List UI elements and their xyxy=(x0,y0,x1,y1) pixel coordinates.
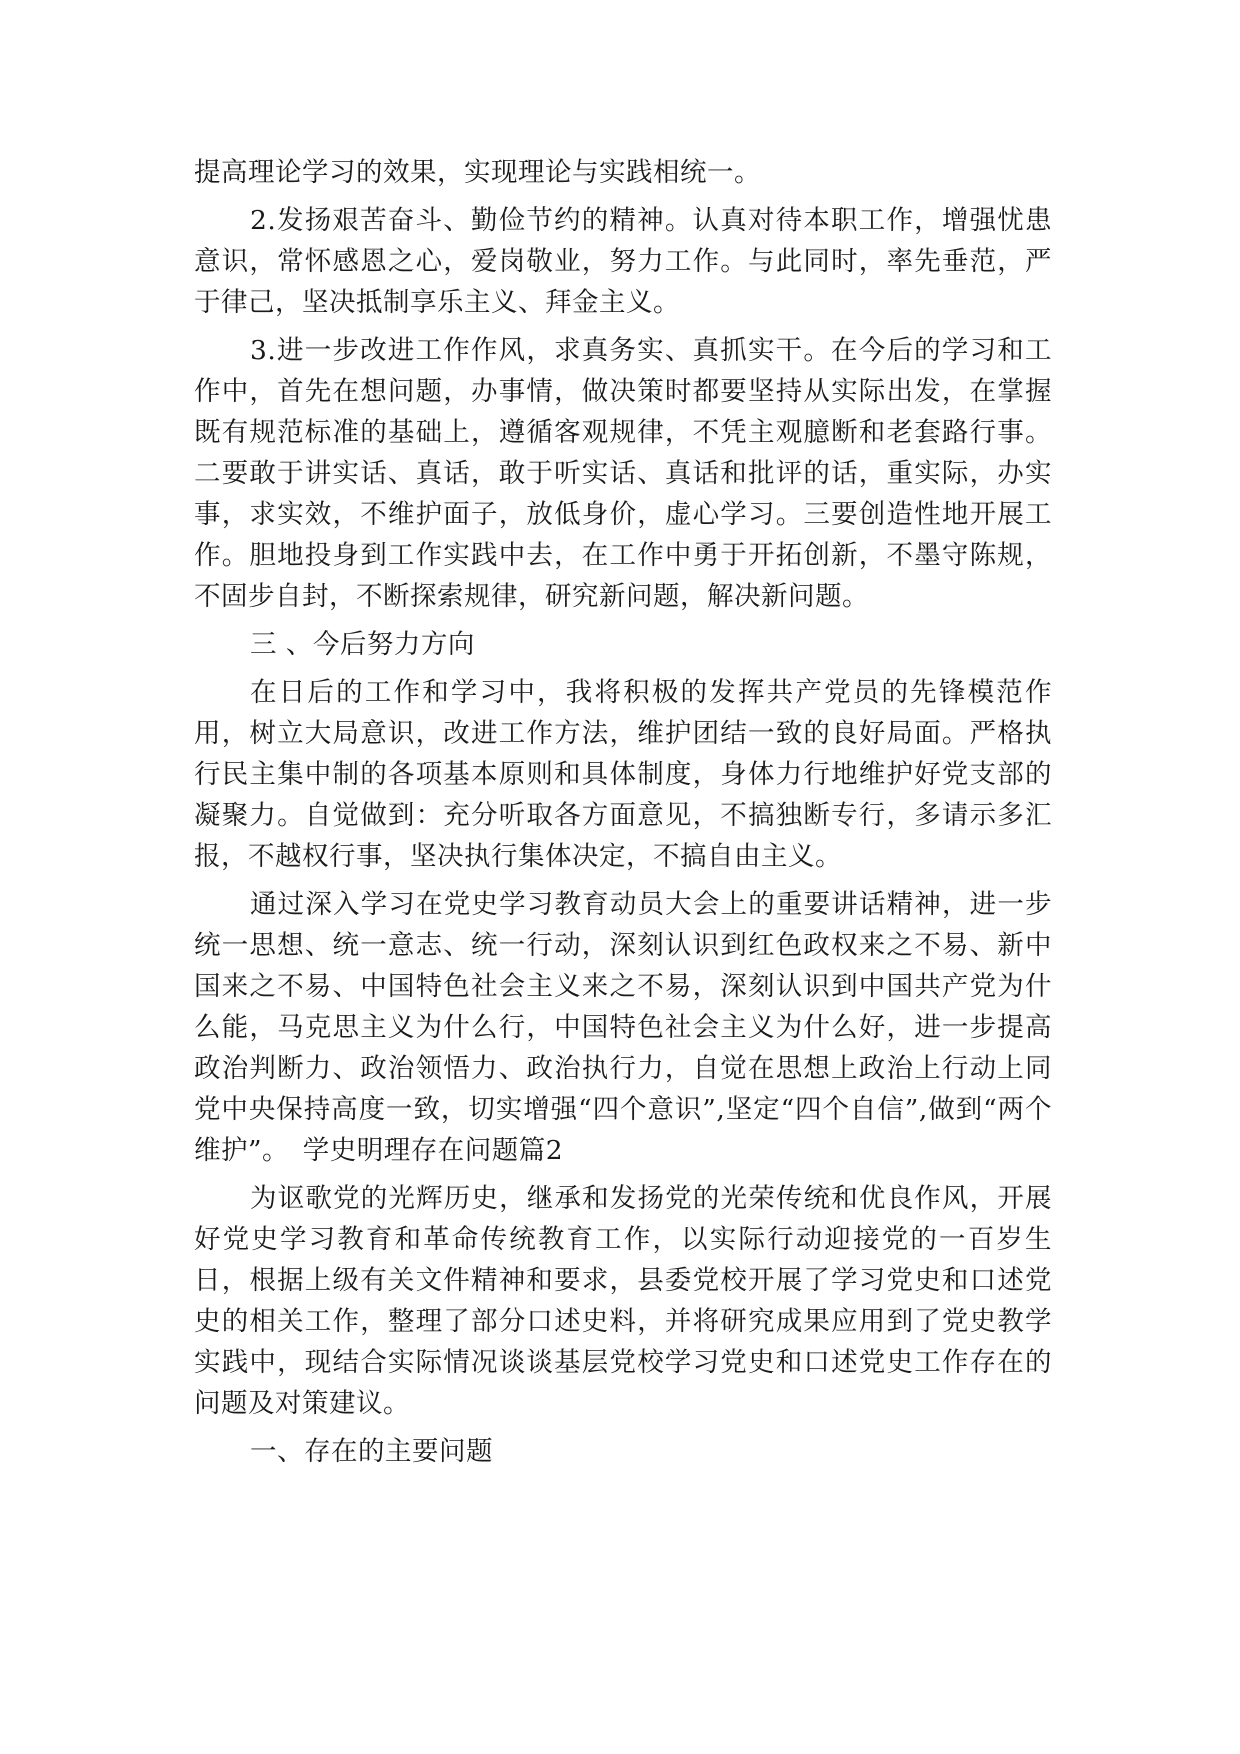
paragraph-article-2-intro: 为讴歌党的光辉历史，继承和发扬党的光荣传统和优良作风，开展好党史学习教育和革命传统教育工作，以实际行动迎接党的一百岁生日，根据上级有关文件精神和要求，县委党校开展了学习党史和口述党史的相关工作，整理了部分口述史料，并将研究成果应用到了党史教学实践中，现结合实际情况谈谈基层党校学习党史和口述党史工作存在的问题及对策建议。 xyxy=(194,1183,1052,1419)
section-heading-future-direction: 三 、今后努力方向 xyxy=(250,629,475,660)
paragraph-study-summary: 通过深入学习在党史学习教育动员大会上的重要讲话精神，进一步统一思想、统一意志、统一行动，深刻认识到红色政权来之不易、新中国来之不易、中国特色社会主义来之不易，深刻认识到中国共产党为什么能，马克思主义为什么行，中国特色社会主义为什么好，进一步提高政治判断力、政治领悟力、政治执行力，自觉在思想上政治上行动上同党中央保持高度一致，切实增强“四个意识”,坚定“四个自信”,做到“两个维护”。 学史明理存在问题篇2 xyxy=(194,889,1052,1166)
document-body xyxy=(194,152,1052,1479)
paragraph-item-3: 3.进一步改进工作作风，求真务实、真抓实干。在今后的学习和工作中，首先在想问题，办事情，做决策时都要坚持从实际出发，在掌握既有规范标准的基础上，遵循客观规律，不凭主观臆断和老套路行事。二要敢于讲实话、真话，敢于听实话、真话和批评的话，重实际，办实事，求实效，不维护面子，放低身价，虚心学习。三要创造性地开展工作。胆地投身到工作实践中去，在工作中勇于开拓创新，不墨守陈规，不固步自封，不断探索规律，研究新问题，解决新问题。 xyxy=(194,335,1052,612)
section-heading-main-problems: 一、存在的主要问题 xyxy=(250,1436,493,1467)
paragraph-future-work: 在日后的工作和学习中，我将积极的发挥共产党员的先锋模范作用，树立大局意识，改进工作方法，维护团结一致的良好局面。严格执行民主集中制的各项基本原则和具体制度，身体力行地维护好党支部的凝聚力。自觉做到：充分听取各方面意见，不搞独断专行，多请示多汇报，不越权行事，坚决执行集体决定，不搞自由主义。 xyxy=(194,677,1052,872)
paragraph-continuation: 提高理论学习的效果，实现理论与实践相统一。 xyxy=(194,157,761,188)
paragraph-item-2: 2.发扬艰苦奋斗、勤俭节约的精神。认真对待本职工作，增强忧患意识，常怀感恩之心，爱岗敬业，努力工作。与此同时，率先垂范，严于律己，坚决抵制享乐主义、拜金主义。 xyxy=(194,205,1052,318)
